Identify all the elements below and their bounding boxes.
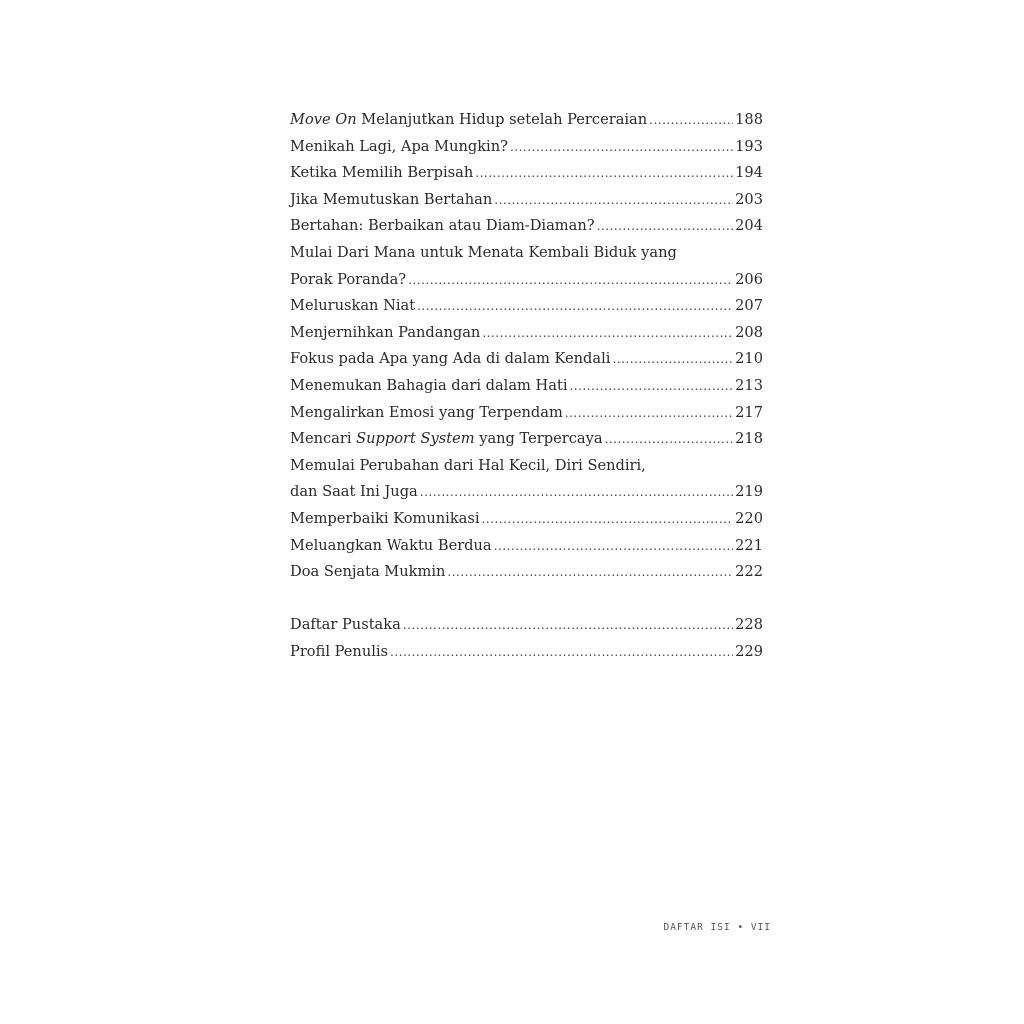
toc-entry-title: dan Saat Ini Juga [290,483,418,501]
toc-entry-title: Mengalirkan Emosi yang Terpendam [290,403,563,421]
toc-entry [290,160,763,187]
toc-entry-page: 193 [735,137,763,155]
toc-entry-title: Memulai Perubahan dari Hal Kecil, Diri Sendiri, [290,456,646,474]
toc-entry-title: Daftar Pustaka [290,616,401,634]
toc-entry-page: 208 [735,323,763,341]
toc-entry [290,107,763,134]
toc-entry-page: 188 [735,111,763,128]
toc-dot-leader [475,160,733,187]
toc-entry-page: 206 [735,270,763,288]
toc-entry-title [290,107,647,134]
toc-entry-page: 229 [735,642,763,660]
toc-entry-page: 221 [735,536,763,554]
toc-entry-title: Porak Poranda? [290,270,407,288]
toc-entry-title: Menemukan Bahagia dari dalam Hati [290,376,568,394]
toc-entry-title: Bertahan: Berbaikan atau Diam-Diaman? [290,217,595,235]
toc-dot-leader [569,373,733,400]
toc-entry-title: Mulai Dari Mana untuk Menata Kembali Biduk yang [290,243,677,261]
toc-entry [290,187,763,214]
toc-entry-title-italic: Support System [356,430,475,448]
toc-entry-page: 217 [735,403,763,421]
toc-dot-leader [510,134,733,161]
toc-entry-continued [290,453,763,480]
toc-entry-page: 228 [735,616,763,634]
toc-entry [290,479,763,506]
toc-dot-leader [565,400,733,427]
toc-entry-page: 220 [735,509,763,527]
toc-entry-title: Memperbaiki Komunikasi [290,509,480,527]
toc-back-matter-entry [290,639,763,666]
toc-dot-leader [403,612,733,639]
toc-entry-page: 218 [735,430,763,448]
toc-entry [290,373,763,400]
toc-dot-leader [649,107,733,134]
toc-dot-leader [390,639,733,666]
toc-entry-title-post: Melanjutkan Hidup setelah Perceraian [356,111,648,128]
toc-entry-title: Doa Senjata Mukmin [290,563,446,581]
toc-entry-title: Jika Memutuskan Bertahan [290,190,493,208]
toc-entry-title: Meluangkan Waktu Berdua [290,536,492,554]
toc-entry [290,134,763,161]
toc-dot-leader [494,533,733,560]
toc-entry-page: 219 [735,483,763,501]
toc-dot-leader [597,213,733,240]
toc-entry-title-post: yang Terpercaya [474,430,603,448]
toc-dot-leader [408,267,733,294]
toc-entry-page: 194 [735,164,763,182]
toc-entry [290,267,763,294]
toc-entry [290,293,763,320]
running-footer: DAFTAR ISI • VII [663,922,771,933]
toc-entry [290,426,763,453]
toc-entry-title: Fokus pada Apa yang Ada di dalam Kendali [290,350,611,368]
toc-dot-leader [612,346,733,373]
toc-entry-title: Menjernihkan Pandangan [290,323,481,341]
toc-entry [290,559,763,586]
toc-entry [290,533,763,560]
toc-entry [290,400,763,427]
toc-entry-page: 210 [735,350,763,368]
toc-entry-title: Menikah Lagi, Apa Mungkin? [290,137,508,155]
toc-entry-continued [290,240,763,267]
toc-entry-title-pre: Mencari [290,430,357,448]
toc-dot-leader [417,293,733,320]
toc-entry-page: 203 [735,190,763,208]
toc-dot-leader [605,426,733,453]
toc-back-matter-entry [290,612,763,639]
toc-entry-title-italic: Move On [290,111,357,128]
toc-entry-page: 222 [735,563,763,581]
toc-entry-title: Profil Penulis [290,642,389,660]
toc-entry [290,213,763,240]
toc-entry-page: 207 [735,297,763,315]
toc-dot-leader [482,320,733,347]
toc-dot-leader [447,559,733,586]
toc-dot-leader [420,479,733,506]
toc-entry-page: 213 [735,376,763,394]
table-of-contents [290,107,763,665]
toc-entry [290,506,763,533]
toc-entry-title [290,426,603,453]
toc-entry-title: Meluruskan Niat [290,297,416,315]
toc-entry [290,346,763,373]
toc-dot-leader [482,506,733,533]
toc-entry-title: Ketika Memilih Berpisah [290,164,474,182]
toc-dot-leader [494,187,733,214]
toc-entry [290,320,763,347]
toc-entry-page: 204 [735,217,763,235]
